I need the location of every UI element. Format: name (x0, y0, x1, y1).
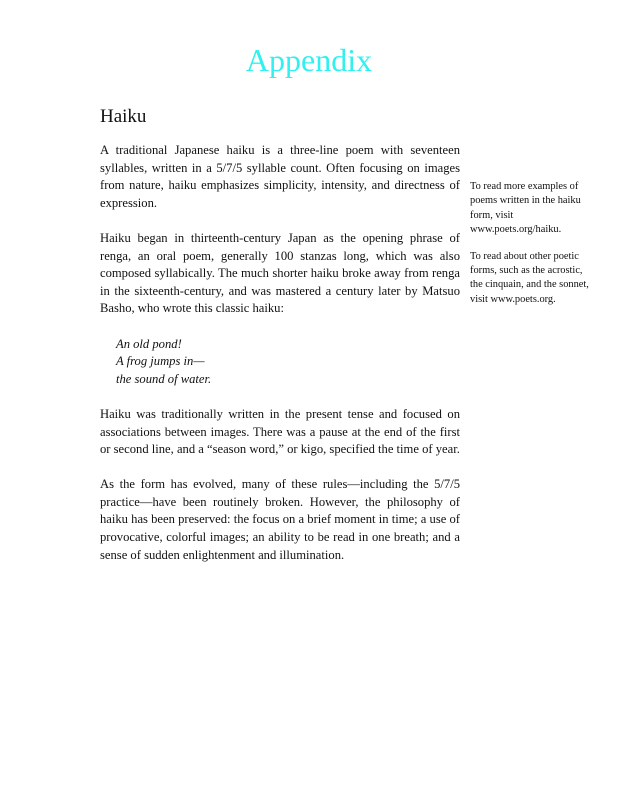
sidebar-note-haiku: To read more examples of poems written in the haiku form, visit www.poets.org/haiku. (470, 181, 581, 236)
poem-line-2: A frog jumps in— (116, 354, 205, 369)
page-title: Appendix (245, 42, 373, 78)
tradition-paragraph: Haiku was traditionally written in the present tense and focused on associations between images. There was a pause at the end of the first or second line, and a “season word,” or kigo, specified the time of year. (100, 406, 460, 457)
poem-line-1: An old pond! (116, 336, 182, 351)
sidebar-note-forms: To read about other poetic forms, such as the acrostic, the cinquain, and the sonnet, visit www.poets.org. (470, 250, 589, 305)
intro-paragraph: A traditional Japanese haiku is a three-line poem with seventeen syllables, written in a 5/7/5 syllable count. Often focusing on images from nature, haiku emphasizes simplicity, intensity, and directness of expression. (100, 143, 460, 210)
evolution-paragraph: As the form has evolved, many of these rules—including the 5/7/5 practice—have been routinely broken. However, the philosophy of haiku has been preserved: the focus on a brief moment in time; a use of provocative, colorful images; an ability to be read in one breath; and a sense of sudden enlightenment and illumination. (100, 477, 460, 562)
section-heading: Haiku (100, 106, 147, 127)
poem-line-3: the sound of water. (116, 371, 212, 386)
sidebar-notes (470, 180, 592, 319)
haiku-poem (116, 336, 460, 389)
main-column (100, 142, 460, 582)
history-paragraph: Haiku began in thirteenth-century Japan as the opening phrase of renga, an oral poem, generally 100 stanzas long, which was also composed syllabically. The much shorter haiku broke away from renga in the sixteenth-century, and was mastered a century later by Matsuo Basho, who wrote this classic haiku: (100, 230, 460, 316)
